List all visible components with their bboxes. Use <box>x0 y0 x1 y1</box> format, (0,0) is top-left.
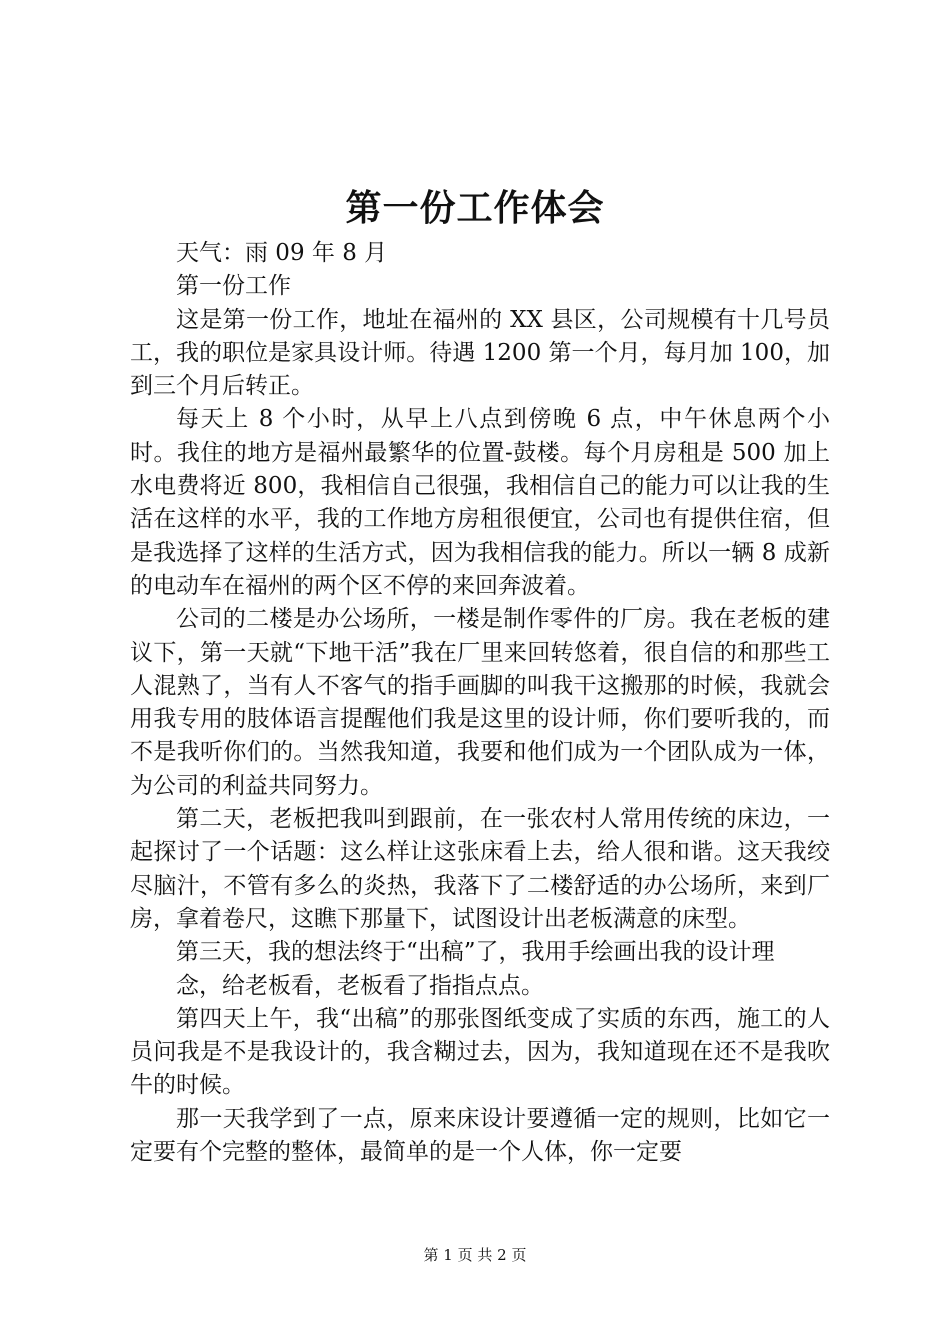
document-body <box>130 237 830 1169</box>
paragraph: 第一份工作 <box>176 273 291 300</box>
paragraph: 天气：雨 09 年 8 月 <box>176 240 388 266</box>
paragraph: 每天上 8 个小时，从早上八点到傍晚 6 点，中午休息两个小时。我住的地方是福州最繁华的位置-鼓楼。每个月房租是 500 加上水电费将近 800，我相信自己很强，我相信自己的能力可以让我的生活在这样的水平，我的工作地方房租很便宜，公司也有提供住宿，但是我选择了这样的生活方式，因为我相信我的能力。所以一辆 8 成新的电动车在福州的两个区不停的来回奔波着。 <box>130 406 830 599</box>
paragraph: 那一天我学到了一点，原来床设计要遵循一定的规则，比如它一定要有个完整的整体，最简单的是一个人体，你一定要 <box>130 1105 830 1166</box>
paragraph: 公司的二楼是办公场所，一楼是制作零件的厂房。我在老板的建议下，第一天就“下地干活”我在厂里来回转悠着，很自信的和那些工人混熟了，当有人不客气的指手画脚的叫我干这搬那的时候，我就会用我专用的肢体语言提醒他们我是这里的设计师，你们要听我的，而不是我听你们的。当然我知道，我要和他们成为一个团队成为一体，为公司的利益共同努力。 <box>130 606 830 799</box>
paragraph: 这是第一份工作，地址在福州的 XX 县区，公司规模有十几号员工，我的职位是家具设计师。待遇 1200 第一个月，每月加 100，加到三个月后转正。 <box>130 306 830 400</box>
page-footer: 第 1 页 共 2 页 <box>423 1246 527 1264</box>
paragraph: 念，给老板看，老板看了指指点点。 <box>176 972 544 999</box>
paragraph: 第三天，我的想法终于“出稿”了，我用手绘画出我的设计理 <box>176 939 775 966</box>
paragraph: 第二天，老板把我叫到跟前，在一张农村人常用传统的床边，一起探讨了一个话题：这么样让这张床看上去，给人很和谐。这天我绞尽脑汁，不管有多么的炎热，我落下了二楼舒适的办公场所，来到厂房，拿着卷尺，这瞧下那量下，试图设计出老板满意的床型。 <box>130 806 830 932</box>
paragraph: 第四天上午，我“出稿”的那张图纸变成了实质的东西，施工的人员问我是不是我设计的，我含糊过去，因为，我知道现在还不是我吹牛的时候。 <box>130 1005 830 1099</box>
document-title: 第一份工作体会 <box>345 187 605 229</box>
